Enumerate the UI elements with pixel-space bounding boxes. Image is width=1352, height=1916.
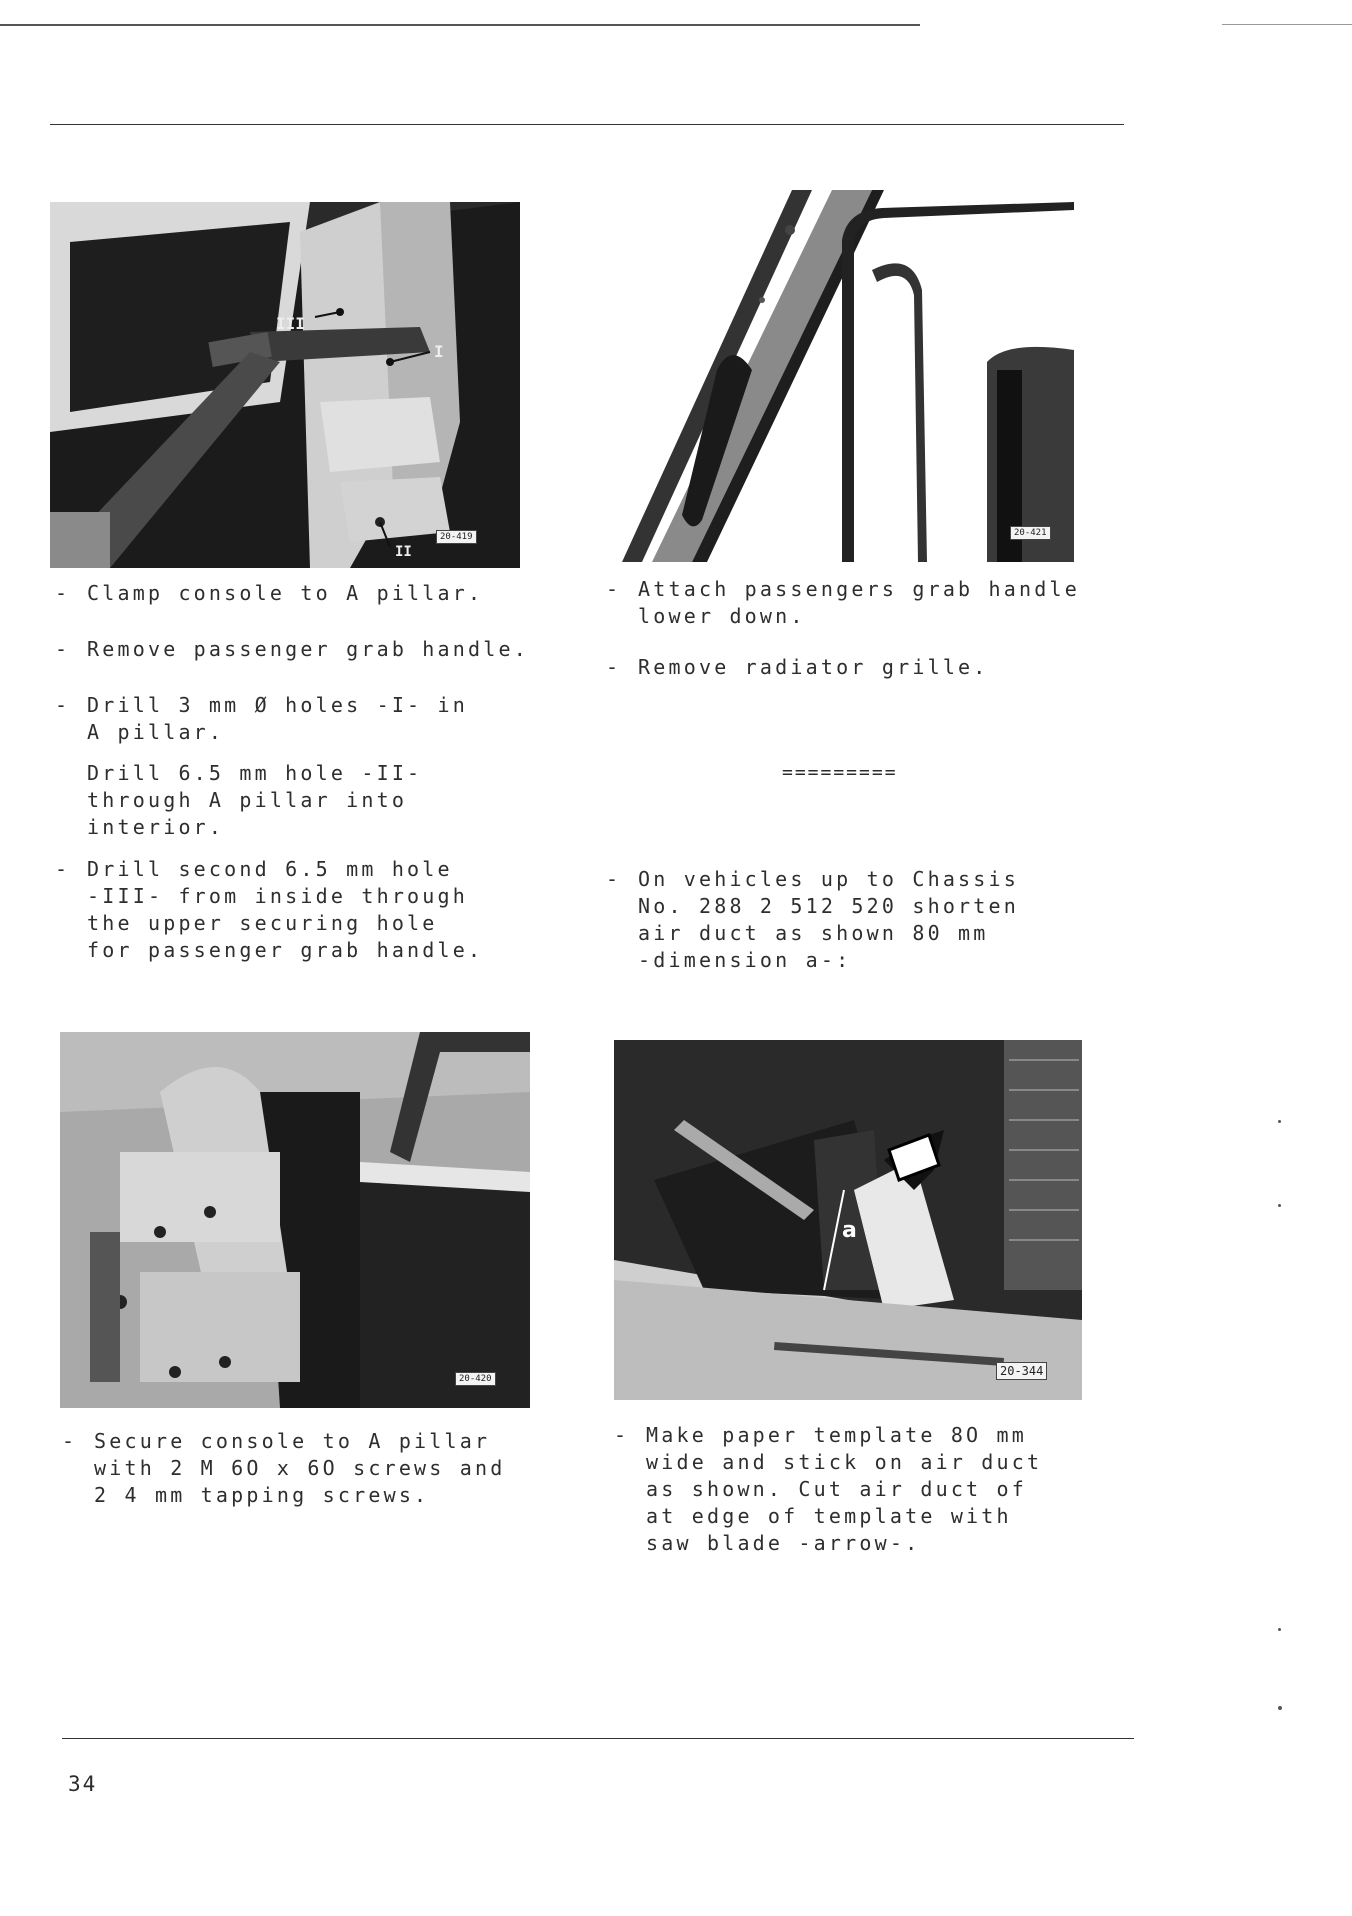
instructions-left-bottom: [62, 1428, 562, 1507]
top-edge-rule: [0, 24, 920, 26]
marker-two: II: [395, 544, 412, 560]
marker-three: III: [276, 314, 305, 333]
figure-label: 20-420: [455, 1372, 496, 1386]
header-rule: [50, 124, 1124, 125]
step-drill-6-5mm: Drill 6.5 mm hole -II- through A pillar into interior.: [87, 761, 423, 839]
figure-label: 20-419: [436, 530, 477, 544]
dimension-a-callout: a: [842, 1218, 857, 1243]
figure-console-secured: [60, 1032, 530, 1408]
step-drill-second: - Drill second 6.5 mm hole -III- from inside through the upper securing hole for passenger grab handle.: [55, 857, 484, 962]
step-remove-grab-handle: - Remove passenger grab handle.: [55, 637, 529, 661]
step-attach-grab-handle: - Attach passengers grab handle lower down.: [606, 577, 1080, 628]
figure-grab-handle: [622, 190, 1074, 562]
step-secure-console: - Secure console to A pillar with 2 M 6O x 6O screws and 2 4 mm tapping screws.: [62, 1429, 506, 1507]
instructions-right-top: [606, 576, 1166, 679]
instructions-right-bottom: [614, 1422, 1174, 1555]
top-edge-rule-right: [1222, 24, 1352, 25]
section-separator: =========: [782, 762, 898, 783]
margin-speck: [1278, 1120, 1281, 1123]
step-drill-3mm: - Drill 3 mm Ø holes -I- in A pillar.: [55, 693, 469, 744]
instructions-right-mid: [606, 866, 1166, 972]
step-paper-template: - Make paper template 8O mm wide and stick on air duct as shown. Cut air duct of at edge of template with saw blade -arrow-.: [614, 1423, 1043, 1555]
margin-speck: [1278, 1706, 1282, 1710]
step-clamp-console: - Clamp console to A pillar.: [55, 581, 484, 605]
marker-one: I: [434, 342, 444, 361]
margin-speck: [1278, 1204, 1281, 1207]
page-number: 34: [68, 1772, 98, 1796]
step-remove-radiator-grille: - Remove radiator grille.: [606, 655, 989, 679]
instructions-left-top: [55, 580, 555, 962]
figure-label: 20-344: [996, 1362, 1047, 1380]
step-shorten-air-duct: - On vehicles up to Chassis No. 288 2 512 520 shorten air duct as shown 80 mm -dimension a-:: [606, 867, 1020, 972]
margin-speck: [1278, 1628, 1281, 1631]
footer-rule: [62, 1738, 1134, 1739]
figure-air-duct: [614, 1040, 1082, 1400]
figure-label: 20-421: [1010, 526, 1051, 540]
figure-console-clamp: [50, 202, 520, 568]
